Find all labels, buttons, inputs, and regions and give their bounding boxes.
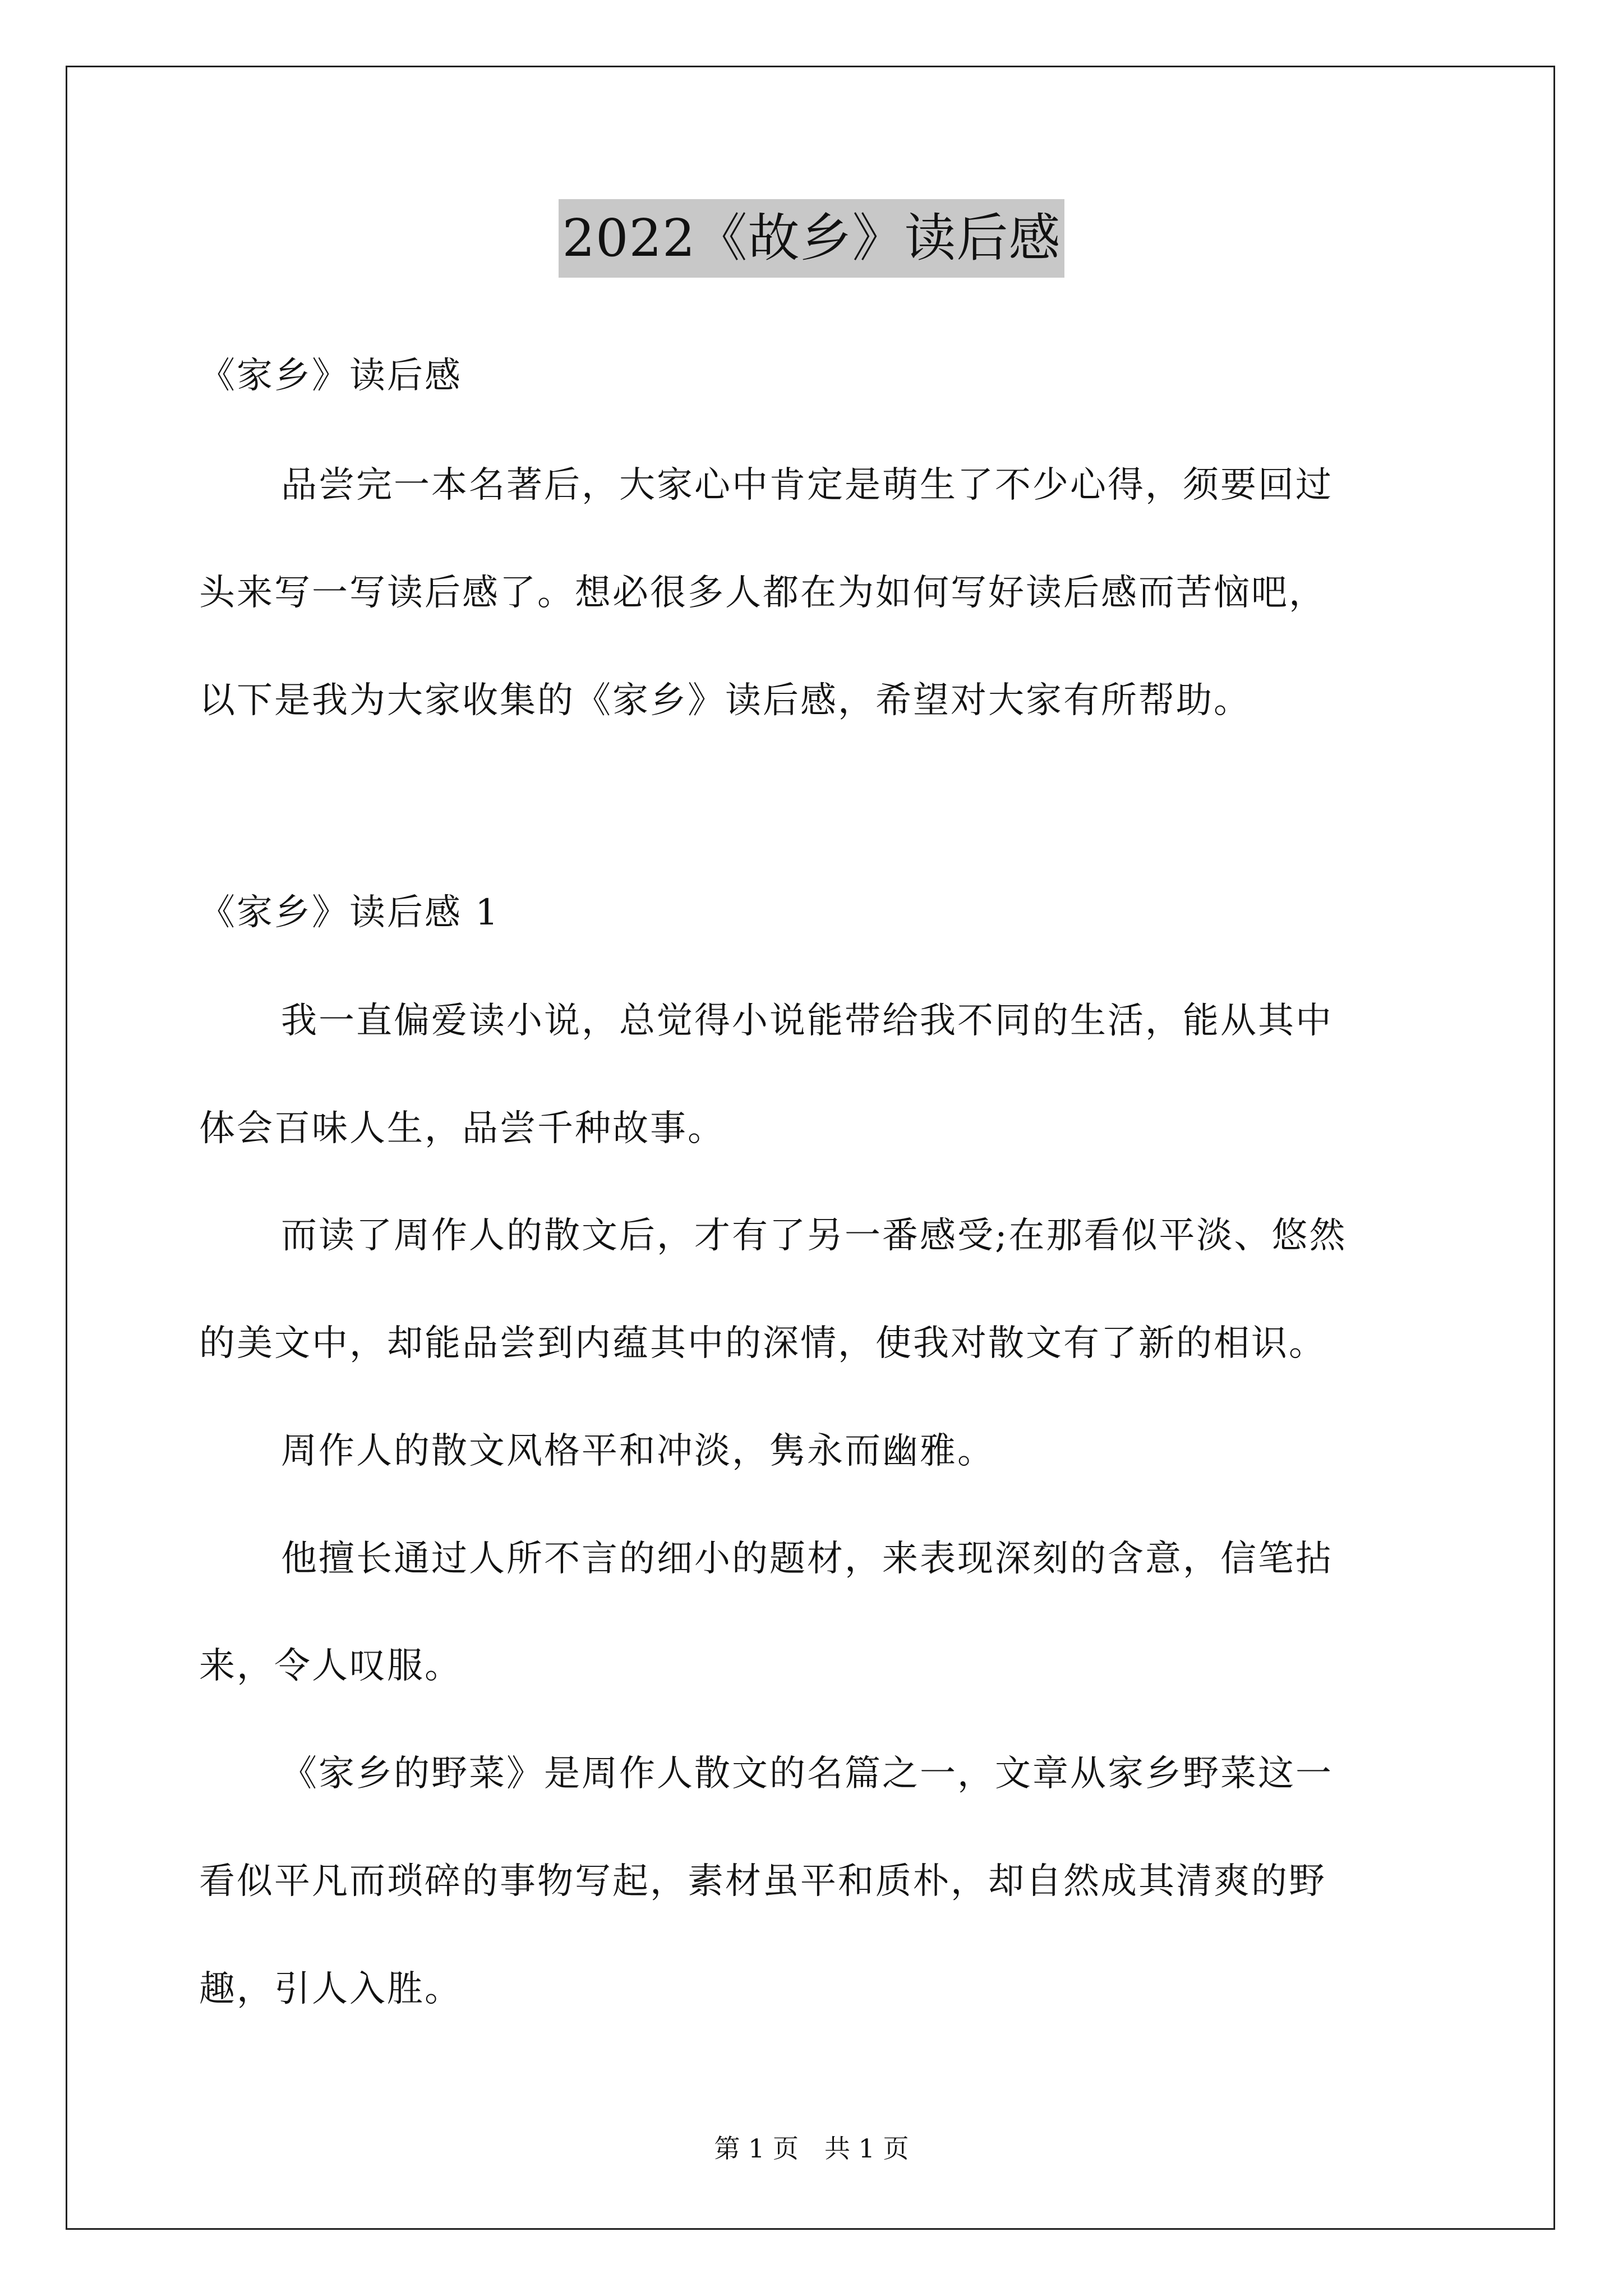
intro-line: 头来写一写读后感了。想必很多人都在为如何写好读后感而苦恼吧，: [199, 572, 1326, 614]
essay-heading: 《家乡》读后感 1: [199, 892, 500, 933]
paragraph-line: 看似平凡而琐碎的事物写起，素材虽平和质朴，却自然成其清爽的野: [199, 1861, 1326, 1902]
paragraph-line: 趣，引人入胜。: [199, 1968, 462, 2010]
page-footer: 第 1 页 共 1 页: [714, 2133, 909, 2164]
title-container: [0, 199, 1623, 278]
paragraph-line: 而读了周作人的散文后，才有了另一番感受;在那看似平淡、悠然: [281, 1215, 1347, 1257]
paragraph-line: 体会百味人生，品尝千种故事。: [199, 1108, 725, 1149]
paragraph-line: 来，令人叹服。: [199, 1645, 462, 1687]
section-heading: 《家乡》读后感: [199, 355, 462, 397]
intro-line: 品尝完一本名著后，大家心中肯定是萌生了不少心得，须要回过: [281, 464, 1333, 506]
paragraph-line: 我一直偏爱读小说，总觉得小说能带给我不同的生活，能从其中: [281, 1000, 1333, 1042]
paragraph-line: 的美文中，却能品尝到内蕴其中的深情，使我对散文有了新的相识。: [199, 1323, 1326, 1364]
document-title: 2022《故乡》读后感: [559, 199, 1064, 278]
paragraph-line: 《家乡的野菜》是周作人散文的名篇之一，文章从家乡野菜这一: [281, 1753, 1333, 1795]
paragraph-line: 他擅长通过人所不言的细小的题材，来表现深刻的含意，信笔拈: [281, 1538, 1333, 1580]
paragraph-line: 周作人的散文风格平和冲淡，隽永而幽雅。: [281, 1430, 995, 1472]
intro-line: 以下是我为大家收集的《家乡》读后感，希望对大家有所帮助。: [199, 680, 1251, 721]
